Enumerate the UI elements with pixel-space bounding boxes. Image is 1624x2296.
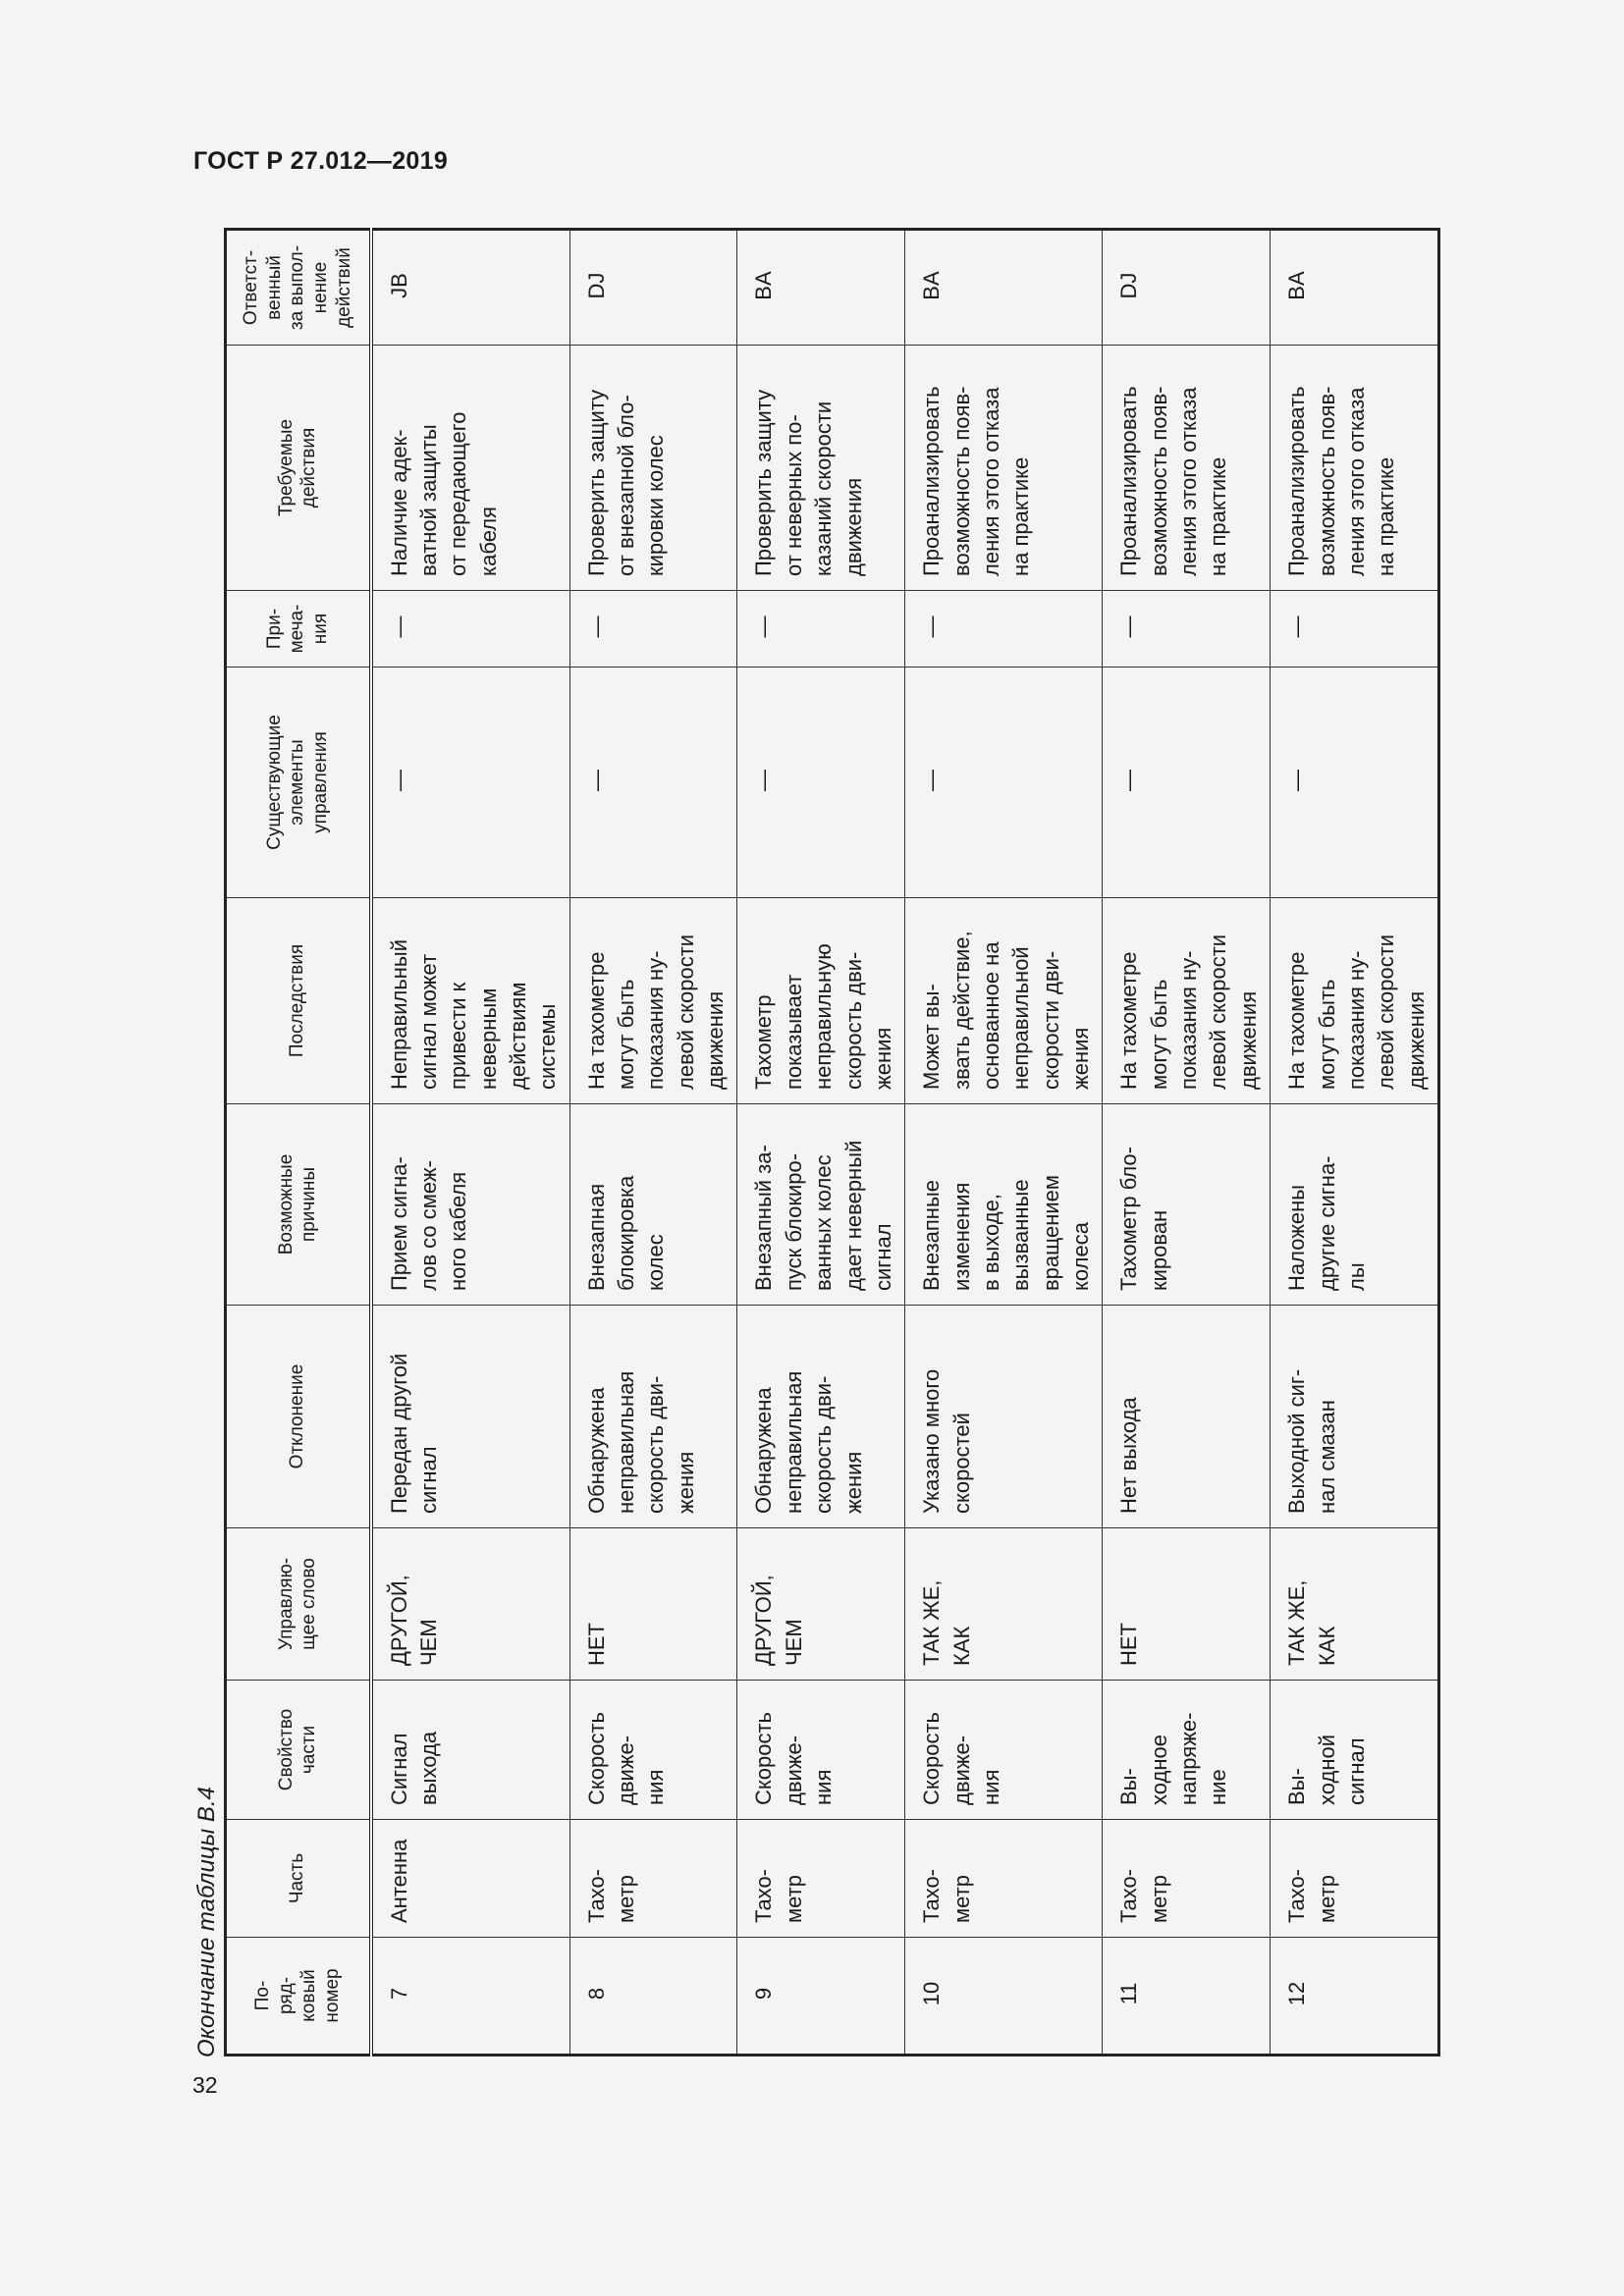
cell-property: Вы- ходное напряже- ние bbox=[1103, 1681, 1271, 1820]
column-header-consequences: Последствия bbox=[226, 898, 371, 1104]
cell-causes: Внезапные изменения в выходе, вызванные вращением колеса bbox=[905, 1104, 1103, 1306]
cell-part: Тахо- метр bbox=[905, 1820, 1103, 1938]
cell-property: Скорость движе- ния bbox=[737, 1681, 905, 1820]
cell-consequences: На тахометре могут быть показания ну- левой скорости движения bbox=[1103, 898, 1271, 1104]
cell-property: Сигнал выхода bbox=[371, 1681, 570, 1820]
cell-actions: Наличие адек- ватной защиты от передающего кабеля bbox=[371, 346, 570, 591]
cell-number: 12 bbox=[1271, 1938, 1439, 2056]
cell-guideword: ДРУГОЙ, ЧЕМ bbox=[737, 1528, 905, 1681]
cell-part: Тахо- метр bbox=[737, 1820, 905, 1938]
cell-controls: — bbox=[1271, 667, 1439, 898]
page-number: 32 bbox=[192, 2072, 218, 2098]
cell-actions: Проанализировать возможность появ- ления этого отказа на практике bbox=[905, 346, 1103, 591]
cell-guideword: НЕТ bbox=[1103, 1528, 1271, 1681]
table-row bbox=[905, 230, 1103, 2056]
cell-responsible: BA bbox=[1271, 230, 1439, 346]
cell-controls: — bbox=[1103, 667, 1271, 898]
cell-consequences: Может вы- звать действие, основанное на неправильной скорости дви- жения bbox=[905, 898, 1103, 1104]
cell-controls: — bbox=[371, 667, 570, 898]
cell-guideword: ТАК ЖЕ, КАК bbox=[1271, 1528, 1439, 1681]
cell-part: Тахо- метр bbox=[569, 1820, 737, 1938]
cell-guideword: НЕТ bbox=[569, 1528, 737, 1681]
table-row bbox=[569, 230, 737, 2056]
cell-part: Тахо- метр bbox=[1103, 1820, 1271, 1938]
cell-deviation: Обнаружена неправильная скорость дви- жения bbox=[737, 1306, 905, 1528]
cell-consequences: Тахометр показывает неправильную скорость дви- жения bbox=[737, 898, 905, 1104]
cell-actions: Проанализировать возможность появ- ления этого отказа на практике bbox=[1271, 346, 1439, 591]
cell-guideword: ТАК ЖЕ, КАК bbox=[905, 1528, 1103, 1681]
cell-part: Антенна bbox=[371, 1820, 570, 1938]
cell-causes: Наложены другие сигна- лы bbox=[1271, 1104, 1439, 1306]
cell-deviation: Выходной сиг- нал смазан bbox=[1271, 1306, 1439, 1528]
cell-number: 11 bbox=[1103, 1938, 1271, 2056]
cell-notes: — bbox=[737, 591, 905, 667]
cell-causes: Внезапная блокировка колес bbox=[569, 1104, 737, 1306]
cell-actions: Проверить защиту от внезапной бло- кировки колес bbox=[569, 346, 737, 591]
cell-responsible: DJ bbox=[569, 230, 737, 346]
cell-controls: — bbox=[737, 667, 905, 898]
cell-deviation: Нет выхода bbox=[1103, 1306, 1271, 1528]
cell-responsible: BA bbox=[737, 230, 905, 346]
cell-consequences: На тахометре могут быть показания ну- левой скорости движения bbox=[569, 898, 737, 1104]
cell-number: 10 bbox=[905, 1938, 1103, 2056]
cell-controls: — bbox=[905, 667, 1103, 898]
cell-consequences: На тахометре могут быть показания ну- левой скорости движения bbox=[1271, 898, 1439, 1104]
cell-notes: — bbox=[1103, 591, 1271, 667]
table-row bbox=[371, 230, 570, 2056]
table-caption: Окончание таблицы В.4 bbox=[193, 1787, 220, 2057]
cell-responsible: BA bbox=[905, 230, 1103, 346]
table-body bbox=[371, 230, 1439, 2056]
column-header-number: По- ряд- ковый номер bbox=[226, 1938, 371, 2056]
column-header-responsible: Ответст- венный за выпол- нение действий bbox=[226, 230, 371, 346]
cell-notes: — bbox=[569, 591, 737, 667]
cell-responsible: DJ bbox=[1103, 230, 1271, 346]
cell-actions: Проверить защиту от неверных по- казаний скорости движения bbox=[737, 346, 905, 591]
table-header-row bbox=[226, 230, 371, 2056]
cell-notes: — bbox=[371, 591, 570, 667]
cell-responsible: JB bbox=[371, 230, 570, 346]
cell-causes: Тахометр бло- кирован bbox=[1103, 1104, 1271, 1306]
cell-number: 9 bbox=[737, 1938, 905, 2056]
cell-controls: — bbox=[569, 667, 737, 898]
column-header-notes: При- меча- ния bbox=[226, 591, 371, 667]
column-header-actions: Требуемые действия bbox=[226, 346, 371, 591]
cell-notes: — bbox=[1271, 591, 1439, 667]
column-header-deviation: Отклонение bbox=[226, 1306, 371, 1528]
cell-deviation: Обнаружена неправильная скорость дви- жения bbox=[569, 1306, 737, 1528]
cell-actions: Проанализировать возможность появ- ления этого отказа на практике bbox=[1103, 346, 1271, 591]
hazop-table bbox=[224, 228, 1440, 2056]
cell-causes: Внезапный за- пуск блокиро- ванных колес дает неверный сигнал bbox=[737, 1104, 905, 1306]
column-header-property: Свойство части bbox=[226, 1681, 371, 1820]
document-title: ГОСТ Р 27.012—2019 bbox=[193, 147, 449, 175]
table-container bbox=[224, 231, 1438, 2056]
cell-guideword: ДРУГОЙ, ЧЕМ bbox=[371, 1528, 570, 1681]
column-header-guideword: Управляю- щее слово bbox=[226, 1528, 371, 1681]
cell-property: Скорость движе- ния bbox=[905, 1681, 1103, 1820]
column-header-controls: Существующие элементы управления bbox=[226, 667, 371, 898]
cell-property: Вы- ходной сигнал bbox=[1271, 1681, 1439, 1820]
cell-number: 7 bbox=[371, 1938, 570, 2056]
table-row bbox=[737, 230, 905, 2056]
column-header-causes: Возможные причины bbox=[226, 1104, 371, 1306]
cell-deviation: Передан другой сигнал bbox=[371, 1306, 570, 1528]
cell-part: Тахо- метр bbox=[1271, 1820, 1439, 1938]
cell-consequences: Неправильный сигнал может привести к неверным действиям системы bbox=[371, 898, 570, 1104]
cell-notes: — bbox=[905, 591, 1103, 667]
cell-causes: Прием сигна- лов со смеж- ного кабеля bbox=[371, 1104, 570, 1306]
column-header-part: Часть bbox=[226, 1820, 371, 1938]
cell-property: Скорость движе- ния bbox=[569, 1681, 737, 1820]
table-row bbox=[1103, 230, 1271, 2056]
cell-number: 8 bbox=[569, 1938, 737, 2056]
cell-deviation: Указано много скоростей bbox=[905, 1306, 1103, 1528]
table-row bbox=[1271, 230, 1439, 2056]
